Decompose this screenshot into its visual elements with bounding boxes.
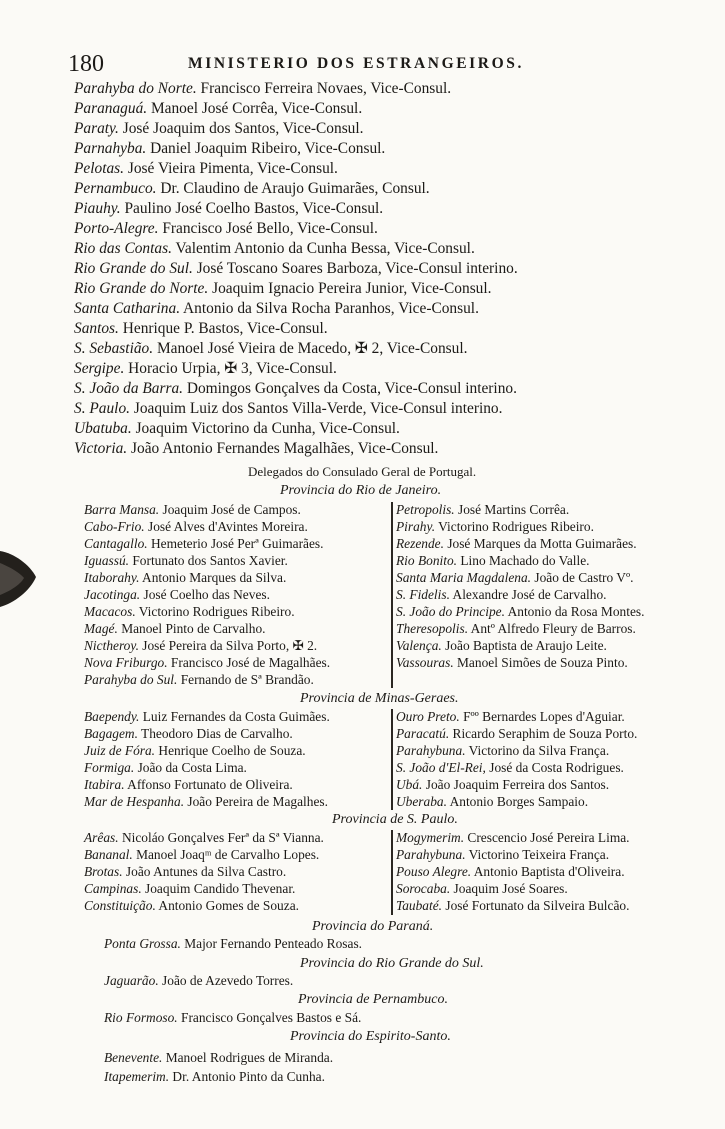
delegate-entry: Itabira. Affonso Fortunato de Oliveira. [84,777,293,792]
ink-blot-decoration [0,543,40,613]
delegate-entry: Valença. João Baptista de Araujo Leite. [396,638,607,653]
province-title-rio-grande-do-sul: Provincia do Rio Grande do Sul. [300,956,484,971]
delegate-entry: Nova Friburgo. Francisco José de Magalhães. [84,655,331,670]
consulate-entry: Sergipe. Horacio Urpia, ✠ 3, Vice-Consul. [74,360,337,377]
delegate-entry: Magé. Manoel Pinto de Carvalho. [84,621,266,636]
column-divider [391,502,393,688]
consulate-entry: S. Paulo. Joaquim Luiz dos Santos Villa-Verde, Vice-Consul interino. [74,400,503,417]
delegate-entry: Constituição. Antonio Gomes de Souza. [84,898,299,913]
province-title-sao-paulo: Provincia de S. Paulo. [332,812,458,827]
delegate-entry: S. João do Principe. Antonio da Rosa Montes. [396,604,645,619]
consulate-entry: Paranaguá. Manoel José Corrêa, Vice-Consul. [74,100,363,117]
consulate-entry: Paraty. José Joaquim dos Santos, Vice-Consul. [74,120,364,137]
delegate-entry: Rio Formoso. Francisco Gonçalves Bastos e Sá. [104,1010,362,1025]
consulate-entry: Parahyba do Norte. Francisco Ferreira Novaes, Vice-Consul. [74,80,452,97]
consulate-entry: S. João da Barra. Domingos Gonçalves da Costa, Vice-Consul interino. [74,380,517,397]
delegate-entry: Nictheroy. José Pereira da Silva Porto, ✠ 2. [84,638,318,653]
consulate-entry: Victoria. João Antonio Fernandes Magalhães, Vice-Consul. [74,440,439,457]
delegate-entry: Santa Maria Magdalena. João de Castro Vº. [396,570,634,585]
delegate-entry: Parahyba do Sul. Fernando de Sª Brandão. [84,672,314,687]
column-divider [391,709,393,810]
consulate-entry: Santa Catharina. Antonio da Silva Rocha Paranhos, Vice-Consul. [74,300,479,317]
delegate-entry: Formiga. João da Costa Lima. [84,760,247,775]
delegate-entry: Jaguarão. João de Azevedo Torres. [104,973,294,988]
delegate-entry: S. João d'El-Rei, José da Costa Rodrigues. [396,760,624,775]
delegate-entry: Uberaba. Antonio Borges Sampaio. [396,794,589,809]
province-title-minas-geraes: Provincia de Minas-Geraes. [300,691,459,706]
delegate-entry: Iguassú. Fortunato dos Santos Xavier. [84,553,288,568]
delegate-entry: Vassouras. Manoel Simões de Souza Pinto. [396,655,628,670]
delegate-entry: Benevente. Manoel Rodrigues de Miranda. [104,1050,334,1065]
page-header [68,50,588,78]
delegate-entry: Ubá. João Joaquim Ferreira dos Santos. [396,777,610,792]
delegate-entry: Ouro Preto. Fºº Bernardes Lopes d'Aguiar. [396,709,625,724]
delegate-entry: Cabo-Frio. José Alves d'Avintes Moreira. [84,519,308,534]
delegate-entry: Mar de Hespanha. João Pereira de Magalhes. [84,794,328,809]
delegate-entry: Itaborahy. Antonio Marques da Silva. [84,570,287,585]
delegate-entry: Parahybuna. Victorino da Silva França. [396,743,610,758]
delegate-entry: Pirahy. Victorino Rodrigues Ribeiro. [396,519,594,534]
consulate-entry: S. Sebastião. Manoel José Vieira de Macedo, ✠ 2, Vice-Consul. [74,340,468,357]
province-title-pernambuco: Provincia de Pernambuco. [298,992,448,1007]
running-title: MINISTERIO DOS ESTRANGEIROS. [188,55,524,72]
consulate-entry: Parnahyba. Daniel Joaquim Ribeiro, Vice-Consul. [74,140,386,157]
delegate-entry: S. Fidelis. Alexandre José de Carvalho. [396,587,607,602]
column-divider [391,830,393,915]
delegate-entry: Sorocaba. Joaquim José Soares. [396,881,568,896]
delegate-entry: Itapemerim. Dr. Antonio Pinto da Cunha. [104,1069,325,1084]
delegate-entry: Parahybuna. Victorino Teixeira França. [396,847,610,862]
delegate-entry: Macacos. Victorino Rodrigues Ribeiro. [84,604,295,619]
page-number: 180 [68,51,104,77]
consulate-entry: Santos. Henrique P. Bastos, Vice-Consul. [74,320,328,337]
delegate-entry: Pouso Alegre. Antonio Baptista d'Oliveira. [396,864,625,879]
delegate-entry: Petropolis. José Martins Corrêa. [396,502,570,517]
delegate-entry: Taubaté. José Fortunato da Silveira Bulcão. [396,898,630,913]
consulate-entry: Pelotas. José Vieira Pimenta, Vice-Consul. [74,160,338,177]
delegate-entry: Cantagallo. Hemeterio José Perª Guimarães. [84,536,324,551]
consulate-entry: Piauhy. Paulino José Coelho Bastos, Vice-Consul. [74,200,384,217]
delegate-entry: Arêas. Nicoláo Gonçalves Ferª da Sª Vianna. [84,830,324,845]
consulate-entry: Rio Grande do Sul. José Toscano Soares Barboza, Vice-Consul interino. [74,260,518,277]
consulate-entry: Pernambuco. Dr. Claudino de Araujo Guimarães, Consul. [74,180,430,197]
delegate-entry: Juiz de Fóra. Henrique Coelho de Souza. [84,743,306,758]
delegate-entry: Campinas. Joaquim Candido Thevenar. [84,881,296,896]
delegados-heading: Delegados do Consulado Geral de Portugal. [248,464,477,479]
consulate-entry: Ubatuba. Joaquim Victorino da Cunha, Vice-Consul. [74,420,400,437]
delegate-entry: Rio Bonito. Lino Machado do Valle. [396,553,590,568]
consulate-entry: Rio das Contas. Valentim Antonio da Cunha Bessa, Vice-Consul. [74,240,475,257]
consulate-entry: Rio Grande do Norte. Joaquim Ignacio Pereira Junior, Vice-Consul. [74,280,492,297]
province-title-espirito-santo: Provincia do Espirito-Santo. [290,1029,451,1044]
delegate-entry: Bananal. Manoel Joaqᵐ de Carvalho Lopes. [84,847,320,862]
delegate-entry: Rezende. José Marques da Motta Guimarães. [396,536,637,551]
province-title-parana: Provincia do Paraná. [312,919,434,934]
delegate-entry: Theresopolis. Antº Alfredo Fleury de Barros. [396,621,636,636]
delegate-entry: Brotas. João Antunes da Silva Castro. [84,864,287,879]
delegate-entry: Bagagem. Theodoro Dias de Carvalho. [84,726,293,741]
province-title-rio-de-janeiro: Provincia do Rio de Janeiro. [280,483,442,498]
delegate-entry: Mogymerim. Crescencio José Pereira Lima. [396,830,630,845]
delegate-entry: Baependy. Luiz Fernandes da Costa Guimães. [84,709,330,724]
delegate-entry: Paracatú. Ricardo Seraphim de Souza Porto. [396,726,638,741]
consulate-entry: Porto-Alegre. Francisco José Bello, Vice-Consul. [74,220,378,237]
delegate-entry: Barra Mansa. Joaquim José de Campos. [84,502,301,517]
delegate-entry: Jacotinga. José Coelho das Neves. [84,587,270,602]
delegate-entry: Ponta Grossa. Major Fernando Penteado Rosas. [104,936,363,951]
